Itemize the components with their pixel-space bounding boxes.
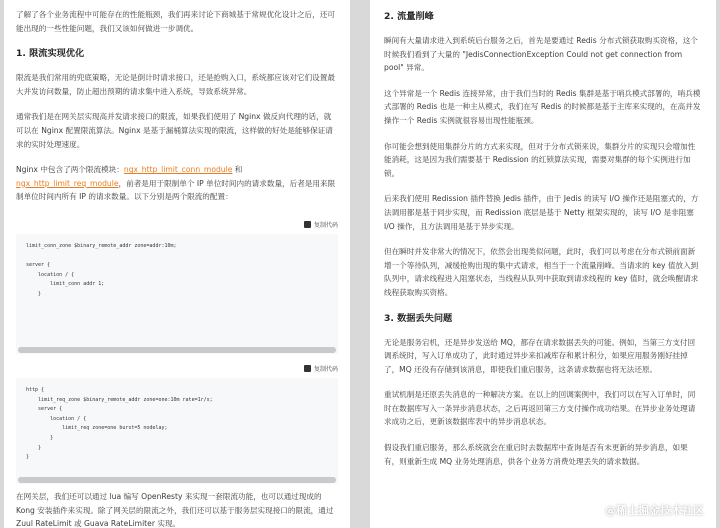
ngx-limit-conn-link[interactable]: ngx_http_limit_conn_module	[123, 165, 233, 175]
juejin-logo-icon	[587, 503, 601, 517]
rate-limit-paragraph-1: 限流是我们常用的兜底策略，无论是倒计时请求接口，还是抢购入口，系统都应该对它们设置最大并发访问数量，防止超出预期的请求集中进入系统，导致系统异常。	[16, 73, 335, 96]
data-loss-paragraph-1: 无论是服务宕机，还是异步发送给 MQ，都存在请求数据丢失的可能。例如，当第三方支付回调系统时，写入订单成功了，此时通过异步来扣减库存和累计积分，如果应用服务刚好挂掉了，MQ 还没有存储到该消息，即使我们重启服务，这条请求数据也将无法还原。	[384, 337, 696, 374]
paragraph-3-start: Nginx 中包含了两个限流模块：	[16, 165, 124, 175]
code-block-limit-conn: limit_conn_zone $binary_remote_addr zone=addr:10m; server { location / { limit_conn addr 1; }	[16, 234, 338, 346]
peak-paragraph-5: 但在瞬时并发非常大的情况下，依然会出现类似问题，此时，我们可以考虑在分布式锁前面新增一个等待队列，减缓抢购出现的集中式请求，相当于一个流量削峰。当请求的 key 值放入到队列中，请求线程进入阻塞状态，当线程从队列中获取到请求线程的 key 值时，就会唤醒请求线程获取购买资格。	[384, 247, 699, 297]
code-block-1-toolbar	[16, 216, 338, 234]
ngx-limit-req-link[interactable]: ngx_http_limit_req_module	[16, 178, 119, 188]
code-block-limit-req: http { limit_req_zone $binary_remote_addr zone=one:10m rate=1r/s; server { location / { limit_req zone=one burst=5 nodelay; } } }	[16, 378, 338, 476]
peak-paragraph-2: 这个异常是一个 Redis 连接异常，由于我们当时的 Redis 集群是基于哨兵模式部署的，哨兵模式部署的 Redis 也是一种主从模式，我们在写 Redis 的时候都是基于主库来实现的，在高并发操作一个 Redis 实例就很容易出现性能瓶颈。	[384, 88, 701, 125]
copy-code-button-2[interactable]	[304, 364, 338, 373]
intro-paragraph: 了解了各个业务流程中可能存在的性能瓶颈，我们再来讨论下商城基于常规优化设计之后，还可能出现的一些性能问题，我们又该如何做进一步调优。	[16, 10, 335, 33]
data-loss-paragraph-2: 重试机制是还原丢失消息的一种解决方案。在以上的回调案例中，我们可以在写入订单时，同时在数据库写入一条异步消息状态，之后再返回第三方支付操作成功结果。在异步业务处理请求成功之后，更新该数据库表中的异步消息状态。	[384, 390, 696, 427]
paragraph-3-end: ，前者是用于限制单个 IP 单位时间内的请求数量，后者是用来限制单位时间内所有 IP 的请求数量。以下分别是两个限流的配置：	[16, 178, 336, 202]
code-block-2-scrollbar[interactable]	[16, 476, 338, 484]
copy-code-button-1[interactable]	[304, 220, 338, 229]
scrollbar-thumb[interactable]	[18, 477, 336, 483]
section-heading-rate-limit: 1. 限流实现优化	[16, 48, 85, 60]
watermark	[587, 502, 704, 518]
copy-icon	[304, 221, 311, 228]
right-page	[370, 0, 716, 528]
section-heading-data-loss: 3. 数据丢失问题	[384, 312, 453, 324]
scrollbar-thumb[interactable]	[18, 347, 336, 353]
data-loss-paragraph-3: 假设我们重启服务，那么系统就会在重启时去数据库中查询是否有未更新的异步消息，如果有，则重新生成 MQ 业务处理消息，供各个业务方消费处理丢失的请求数据。	[384, 443, 688, 466]
copy-icon	[304, 365, 311, 372]
watermark-text: @稀土掘金技术社区	[605, 504, 704, 517]
peak-paragraph-3: 你可能会想到使用集群分片的方式来实现，但对于分布式锁来说，集群分片的实现只会增加性能消耗，这是因为我们需要基于 Redission 的红锁算法实现，需要对集群的每个实例进行加锁。	[384, 141, 696, 178]
rate-limit-paragraph-3	[16, 163, 338, 204]
copy-code-label: 复制代码	[313, 366, 338, 374]
scrollbar-track[interactable]	[18, 347, 336, 353]
rate-limit-paragraph-2: 通常我们是在网关层实现高并发请求接口的限流，如果我们使用了 Nginx 做反向代理的话，就可以在 Nginx 配置限流算法。Nginx 是基于漏桶算法实现的限流，这样做的好处是能够保证请求的实时处理速度。	[16, 112, 333, 149]
copy-code-label: 复制代码	[313, 222, 338, 230]
section-heading-peak-shaving: 2. 流量削峰	[384, 11, 434, 22]
gateway-paragraph: 在网关层，我们还可以通过 lua 编写 OpenResty 来实现一套限流功能，也可以通过现成的 Kong 安装插件来实现。除了网关层的限流之外，我们还可以基于服务层实现接口的限流，通过 Zuul RateLimit 或 Guava RateLimiter 实现。	[16, 491, 334, 528]
code-block-2-toolbar	[16, 360, 338, 378]
code-block-1-scrollbar[interactable]	[16, 346, 338, 354]
peak-paragraph-1: 瞬间有大量请求进入到系统后台服务之后，首先是要通过 Redis 分布式锁获取购买资格，这个时候我们看到了大量的 "JedisConnectionException Could not get connection from pool" 异常。	[384, 36, 698, 73]
paragraph-3-and: 和	[232, 165, 243, 175]
peak-paragraph-4: 后来我们使用 Redission 插件替换 Jedis 插件，由于 Jedis 的读写 I/O 操作还是阻塞式的，方法调用都是基于同步实现，而 Redission 底层是基于 Netty 框架实现的，读写 I/O 是非阻塞 I/O 操作，且方法调用是基于异步实现。	[384, 194, 699, 231]
scrollbar-track[interactable]	[18, 477, 336, 483]
left-page	[4, 0, 350, 528]
